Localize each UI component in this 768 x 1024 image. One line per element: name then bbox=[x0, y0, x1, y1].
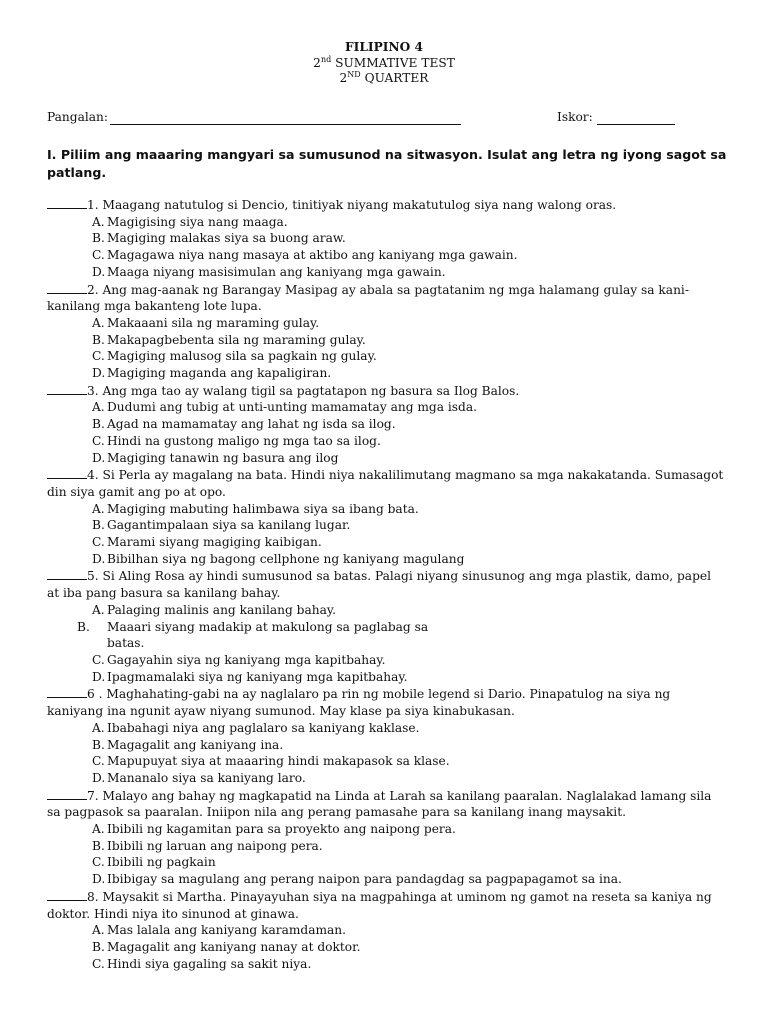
option-text: Magiging tanawin ng basura ang ilog bbox=[107, 450, 339, 465]
name-label: Pangalan: bbox=[47, 110, 108, 124]
option-text: Marami siyang magiging kaibigan. bbox=[107, 535, 322, 550]
answer-blank[interactable] bbox=[47, 281, 87, 294]
question-text: 2. Ang mag-aanak ng Barangay Masipag ay abala sa pagtatanim ng mga halamang gulay sa kani-kanilang mga bakanteng lote lupa. bbox=[47, 282, 689, 314]
question-text: 4. Si Perla ay magalang na bata. Hindi niya nakalilimutang magmano sa mga nakakatanda. Sumasagot din siya gamit ang po at opo. bbox=[47, 468, 724, 499]
answer-blank[interactable] bbox=[47, 196, 87, 209]
question-stem bbox=[47, 685, 727, 719]
answer-option bbox=[47, 365, 727, 382]
answer-blank[interactable] bbox=[47, 888, 87, 901]
answer-option bbox=[47, 214, 727, 231]
option-letter: D. bbox=[92, 450, 106, 465]
option-letter: B. bbox=[77, 619, 90, 634]
question-text: 1. Maagang natutulog si Dencio, tinitiyak niyang makatutulog siya nang walong oras. bbox=[87, 198, 617, 212]
option-letter: C. bbox=[92, 754, 105, 769]
answer-option bbox=[47, 939, 727, 956]
question-item bbox=[47, 196, 727, 281]
question-stem bbox=[47, 787, 727, 821]
answer-blank[interactable] bbox=[47, 466, 87, 479]
question-item bbox=[47, 787, 727, 888]
question-stem bbox=[47, 466, 727, 500]
question-text: 8. Maysakit si Martha. Pinayayuhan siya na magpahinga at uminom ng gamot na reseta sa kaniya ng doktor. Hindi niya ito sinunod at ginawa. bbox=[47, 889, 712, 921]
answer-option bbox=[47, 551, 727, 568]
option-letter: A. bbox=[92, 923, 105, 938]
option-text: Makapagbebenta sila ng maraming gulay. bbox=[107, 332, 366, 347]
question-stem bbox=[47, 888, 727, 922]
answer-option bbox=[47, 399, 727, 416]
question-stem bbox=[47, 382, 727, 400]
answer-option bbox=[47, 264, 727, 281]
option-text: Magiging malakas siya sa buong araw. bbox=[107, 231, 346, 246]
answer-blank[interactable] bbox=[47, 685, 87, 698]
option-text: Ibabahagi niya ang paglalaro sa kaniyang kaklase. bbox=[107, 720, 420, 735]
option-letter: B. bbox=[92, 417, 105, 432]
option-letter: D. bbox=[92, 770, 106, 785]
option-text: Gagantimpalaan siya sa kanilang lugar. bbox=[107, 518, 351, 533]
instructions: I. Piliim ang maaaring mangyari sa sumusunod na sitwasyon. Isulat ang letra ng iyong sagot sa patlang. bbox=[47, 147, 727, 180]
answer-option bbox=[47, 871, 727, 888]
option-text: Magagalit ang kaniyang nanay at doktor. bbox=[107, 939, 361, 954]
option-letter: C. bbox=[92, 956, 105, 971]
option-text: Ibibili ng laruan ang naipong pera. bbox=[107, 838, 323, 853]
option-letter: B. bbox=[92, 838, 105, 853]
question-item bbox=[47, 466, 727, 567]
option-text: Magiging maganda ang kapaligiran. bbox=[107, 366, 332, 381]
option-text: Maaga niyang masisimulan ang kaniyang mga gawain. bbox=[107, 264, 446, 279]
answer-option bbox=[47, 247, 727, 264]
question-stem bbox=[47, 567, 727, 601]
option-letter: B. bbox=[92, 332, 105, 347]
question-item bbox=[47, 567, 727, 685]
option-text: Mapupuyat siya at maaaring hindi makapasok sa klase. bbox=[107, 754, 450, 769]
option-text: Magigising siya nang maaga. bbox=[107, 214, 288, 229]
option-letter: C. bbox=[92, 535, 105, 550]
question-text: 3. Ang mga tao ay walang tigil sa pagtatapon ng basura sa Ilog Balos. bbox=[87, 383, 520, 398]
answer-option bbox=[47, 922, 727, 939]
question-item bbox=[47, 685, 727, 786]
option-letter: B. bbox=[92, 231, 105, 246]
option-text: Ipagmamalaki siya ng kaniyang mga kapitbahay. bbox=[107, 669, 408, 684]
question-list bbox=[47, 196, 727, 972]
option-text: Maaari siyang madakip at makulong sa paglabag sa batas. bbox=[107, 619, 429, 651]
option-letter: A. bbox=[92, 400, 105, 415]
answer-option bbox=[47, 315, 727, 332]
option-letter: C. bbox=[92, 855, 105, 870]
option-letter: D. bbox=[92, 872, 106, 887]
answer-option bbox=[47, 770, 727, 787]
option-text: Ibibili ng pagkain bbox=[107, 855, 216, 870]
student-info-row bbox=[47, 109, 727, 129]
answer-option bbox=[47, 753, 727, 770]
test-label: SUMMATIVE TEST bbox=[331, 55, 455, 70]
answer-option bbox=[47, 652, 727, 669]
option-text: Agad na mamamatay ang lahat ng isda sa ilog. bbox=[107, 417, 396, 432]
option-letter: D. bbox=[92, 669, 106, 684]
answer-option bbox=[47, 737, 727, 754]
answer-option bbox=[47, 517, 727, 534]
option-letter: C. bbox=[92, 349, 105, 364]
option-letter: C. bbox=[92, 248, 105, 263]
option-letter: A. bbox=[92, 315, 105, 330]
answer-option bbox=[47, 854, 727, 871]
question-stem bbox=[47, 281, 727, 315]
question-stem bbox=[47, 196, 727, 214]
test-ordinal: nd bbox=[320, 54, 332, 64]
quarter-subtitle bbox=[0, 71, 768, 87]
option-letter: A. bbox=[92, 822, 105, 837]
option-text: Hindi siya gagaling sa sakit niya. bbox=[107, 956, 312, 971]
answer-option bbox=[47, 956, 727, 973]
option-text: Bibilhan siya ng bagong cellphone ng kaniyang magulang bbox=[107, 551, 465, 566]
answer-option bbox=[47, 450, 727, 467]
option-text: Magagawa niya nang masaya at aktibo ang kaniyang mga gawain. bbox=[107, 248, 518, 263]
name-field[interactable] bbox=[110, 124, 461, 125]
option-letter: D. bbox=[92, 264, 106, 279]
option-text: Palaging malinis ang kanilang bahay. bbox=[107, 602, 337, 617]
option-letter: A. bbox=[92, 720, 105, 735]
answer-option bbox=[47, 332, 727, 349]
answer-option bbox=[47, 348, 727, 365]
quarter-number: 2 bbox=[339, 71, 348, 85]
question-text: 5. Si Aling Rosa ay hindi sumusunod sa batas. Palagi niyang sinusunog ang mga plastik, damo, papel at iba pang basura sa kanilang bahay. bbox=[47, 569, 711, 601]
option-text: Mas lalala ang kaniyang karamdaman. bbox=[107, 923, 347, 938]
question-text: 6 . Maghahating-gabi na ay naglalaro pa rin ng mobile legend si Dario. Pinapatulog na siya ng kaniyang ina ngunit ayaw niyang sumunod. May klase pa siya kinabukasan. bbox=[47, 687, 671, 719]
subject-title: FILIPINO 4 bbox=[345, 40, 423, 54]
option-text: Magiging mabuting halimbawa siya sa ibang bata. bbox=[107, 501, 419, 516]
option-letter: A. bbox=[92, 214, 105, 229]
option-text: Hindi na gustong maligo ng mga tao sa ilog. bbox=[107, 433, 381, 448]
answer-blank[interactable] bbox=[47, 567, 87, 580]
question-text: 7. Malayo ang bahay ng magkapatid na Linda at Larah sa kanilang paaralan. Naglalakad lamang sila sa pagpasok sa paaralan. Iniipon nila ang perang pamasahe para sa kanilang inang maysakit. bbox=[47, 788, 712, 820]
answer-option bbox=[47, 433, 727, 450]
option-letter: A. bbox=[92, 602, 105, 617]
answer-blank[interactable] bbox=[47, 787, 87, 800]
question-item bbox=[47, 281, 727, 382]
score-label: Iskor: bbox=[557, 110, 593, 124]
answer-option bbox=[47, 838, 727, 855]
option-letter: D. bbox=[92, 366, 106, 381]
score-field[interactable] bbox=[597, 124, 675, 125]
option-text: Gagayahin siya ng kaniyang mga kapitbahay. bbox=[107, 652, 386, 667]
option-letter: B. bbox=[92, 939, 105, 954]
option-letter: C. bbox=[92, 433, 105, 448]
option-text: Dudumi ang tubig at unti-unting mamamatay ang mga isda. bbox=[107, 400, 477, 415]
option-text: Ibibigay sa magulang ang perang naipon para pandagdag sa pagpapagamot sa ina. bbox=[107, 872, 622, 887]
answer-blank[interactable] bbox=[47, 382, 87, 395]
answer-option bbox=[47, 720, 727, 737]
option-text: Ibibili ng kagamitan para sa proyekto ang naipong pera. bbox=[107, 822, 456, 837]
option-letter: C. bbox=[92, 652, 105, 667]
test-subtitle bbox=[0, 56, 768, 72]
option-text: Magagalit ang kaniyang ina. bbox=[107, 737, 284, 752]
question-item bbox=[47, 888, 727, 973]
answer-option bbox=[47, 416, 727, 433]
answer-option bbox=[47, 602, 727, 619]
test-header bbox=[0, 40, 768, 87]
option-text: Magiging malusog sila sa pagkain ng gulay. bbox=[107, 349, 377, 364]
test-number: 2 bbox=[313, 55, 321, 70]
answer-option bbox=[47, 501, 727, 518]
answer-option bbox=[47, 230, 727, 247]
option-text: Mananalo siya sa kaniyang laro. bbox=[107, 770, 306, 785]
option-letter: B. bbox=[92, 518, 105, 533]
answer-option bbox=[47, 619, 452, 652]
answer-option bbox=[47, 821, 727, 838]
question-item bbox=[47, 382, 727, 467]
option-letter: D. bbox=[92, 551, 106, 566]
answer-option bbox=[47, 669, 727, 686]
answer-option bbox=[47, 534, 727, 551]
quarter-ordinal: ND bbox=[347, 70, 361, 79]
option-text: Makaaani sila ng maraming gulay. bbox=[107, 315, 320, 330]
option-letter: B. bbox=[92, 737, 105, 752]
quarter-label: QUARTER bbox=[360, 71, 429, 85]
option-letter: A. bbox=[92, 501, 105, 516]
